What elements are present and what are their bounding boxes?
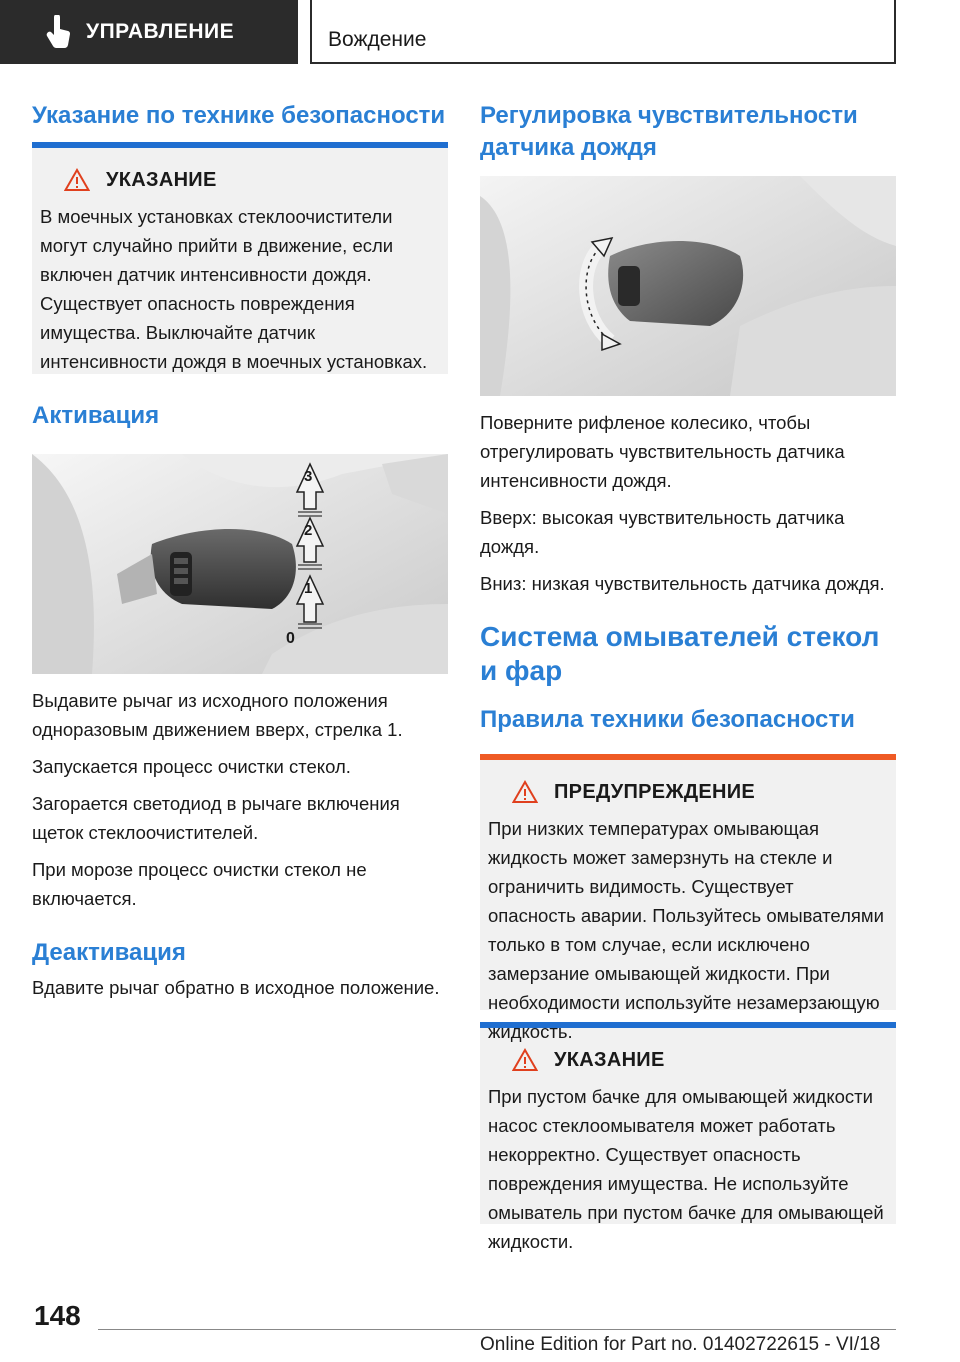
hand-pointer-icon <box>44 15 72 49</box>
chapter-title: Вождение <box>328 28 427 51</box>
sensitivity-text-1: Поверните рифленое колесико, чтобы отрегулировать чувствительность датчика интенсивности дождя. <box>480 412 845 491</box>
activation-step-1: Выдавите рычаг из исходного положения одноразовым движением вверх, стрелка 1. <box>32 690 403 740</box>
section-tab[interactable] <box>0 0 298 64</box>
activation-step-3: Загорается светодиод в рычаге включения щеток стеклоочистителей. <box>32 793 400 843</box>
right-column <box>480 100 896 1252</box>
warning-box <box>480 760 896 1042</box>
notice-label: УКАЗАНИЕ <box>106 168 217 191</box>
warning-triangle-icon <box>64 168 90 192</box>
left-column <box>32 100 448 1010</box>
sensitivity-heading: Регулировка чувствительности датчика дождя <box>480 102 858 161</box>
notice-title <box>40 162 438 198</box>
washer-system-heading: Система омывателей стекол и фар <box>480 621 880 686</box>
sensitivity-text-3: Вниз: низкая чувствительность датчика дождя. <box>480 573 885 594</box>
safety-heading: Указание по технике безопасности <box>32 102 446 129</box>
figure-label-0: 0 <box>286 630 295 647</box>
thumbwheel-illustration <box>480 176 896 396</box>
notice2-text: При пустом бачке для омывающей жидкости насос стеклоомывателя может работать некорректно. Существует опасность повреждения имущества. Не используйте омыватель при пустом бачке для омывающей жидкости. <box>488 1086 884 1252</box>
warning-text: При низких температурах омывающая жидкость может замерзнуть на стекле и ограничить видимость. Существует опасность аварии. Пользуйтесь омывателями только в том случае, если исключено замерзание омывающей жидкости. При необходимости используйте незамерзающую жидкость. <box>488 818 884 1042</box>
deactivation-text: Вдавите рычаг обратно в исходное положение. <box>32 977 440 998</box>
figure-label-2: 2 <box>304 522 313 539</box>
activation-heading: Активация <box>32 402 160 429</box>
footer-edition: Online Edition for Part no. 01402722615 - VI/18 <box>480 1334 881 1355</box>
chapter-header <box>310 0 896 64</box>
activation-step-4: При морозе процесс очистки стекол не включается. <box>32 859 367 909</box>
warning-title <box>488 774 886 810</box>
notice2-label: УКАЗАНИЕ <box>554 1048 665 1071</box>
figure-label-1: 1 <box>304 580 313 597</box>
sensitivity-text-2: Вверх: высокая чувствительность датчика дождя. <box>480 507 845 557</box>
sensitivity-figure <box>480 176 896 396</box>
deactivation-heading: Деактивация <box>32 939 186 966</box>
activation-step-2: Запускается процесс очистки стекол. <box>32 756 351 777</box>
warning-label: ПРЕДУПРЕЖДЕНИЕ <box>554 780 756 803</box>
page-number: 148 <box>34 1300 81 1331</box>
warning-triangle-icon <box>512 1048 538 1072</box>
notice2-title <box>488 1042 886 1078</box>
section-title: УПРАВЛЕНИЕ <box>86 20 235 43</box>
safety-rules-heading: Правила техники безопасности <box>480 706 855 733</box>
footer-rule <box>98 1329 896 1330</box>
notice2-box <box>480 1028 896 1252</box>
notice-text: В моечных установках стеклоочистители могут случайно прийти в движение, если включен датчик интенсивности дождя. Существует опасность повреждения имущества. Выключайте датчик интенсивности дождя в моечных установках. <box>40 206 428 372</box>
figure-label-3: 3 <box>304 468 313 485</box>
warning-triangle-icon <box>512 780 538 804</box>
activation-figure <box>32 454 448 674</box>
arrow-indicators <box>32 454 448 674</box>
notice-box <box>32 148 448 374</box>
